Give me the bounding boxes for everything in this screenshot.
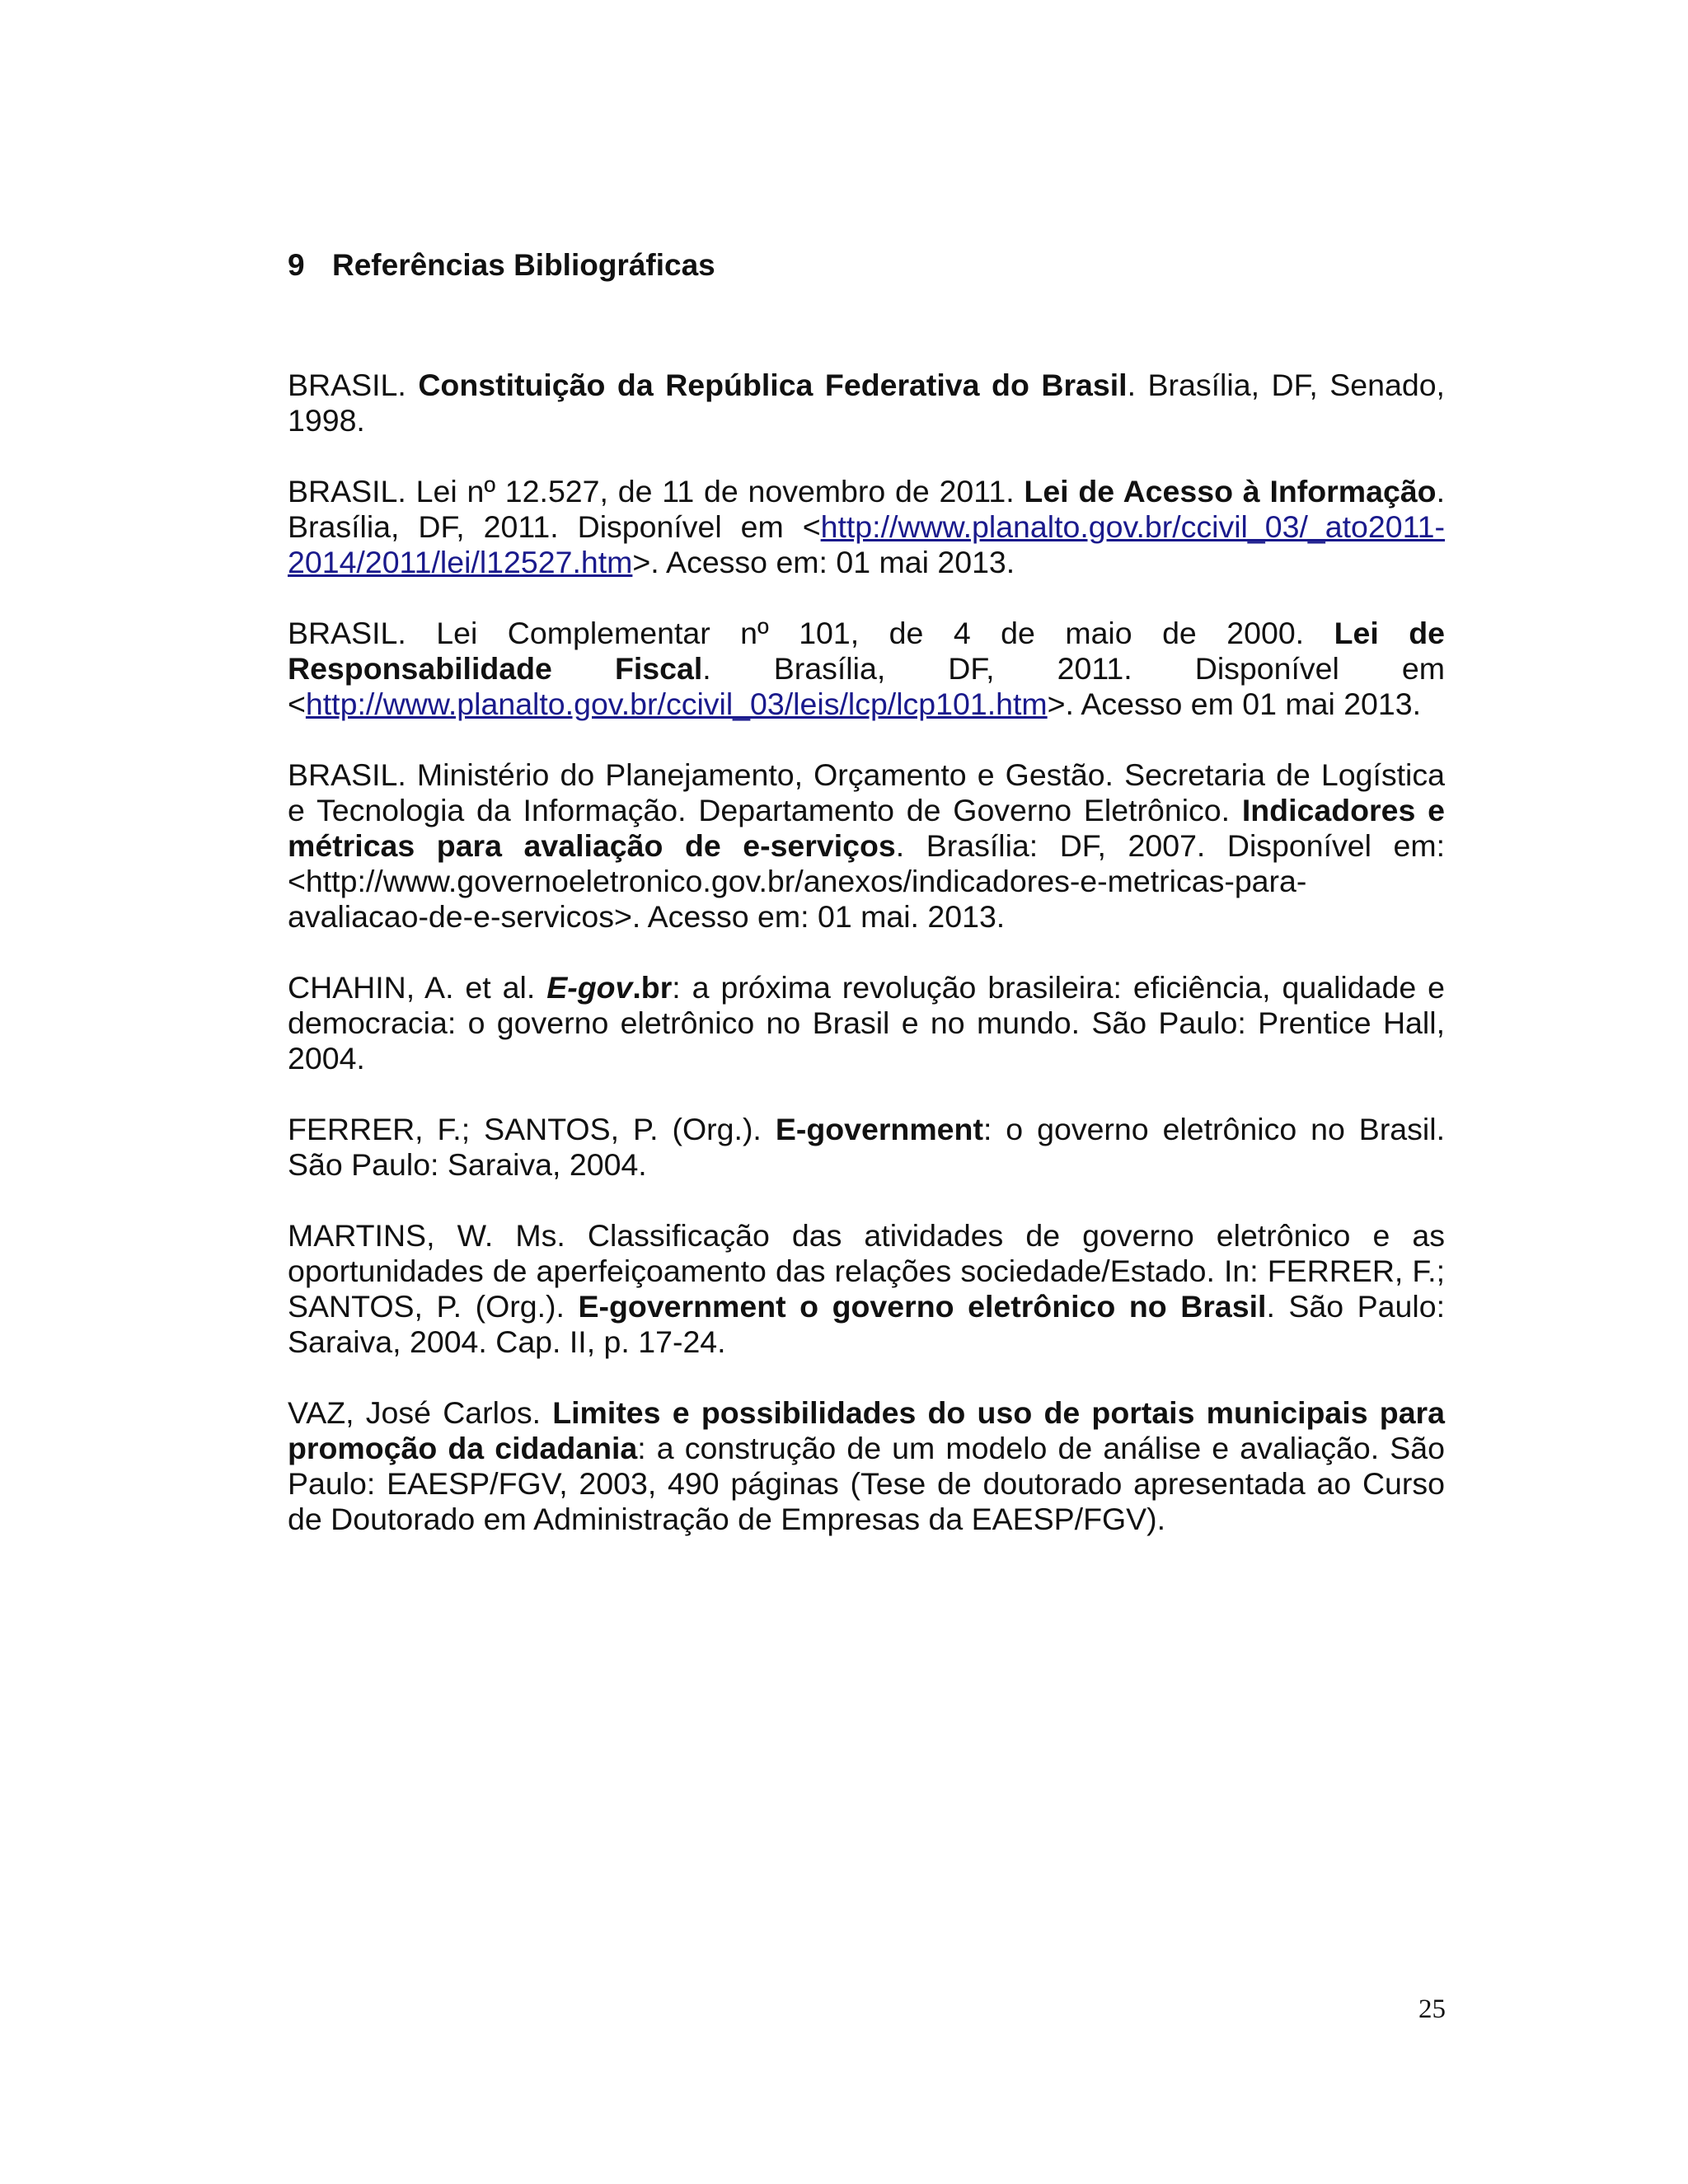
reference-details: . Brasília, DF, Senado, 1998.	[288, 368, 1445, 438]
page-number: 25	[1418, 1994, 1446, 2024]
reference-details: . Brasília, DF, 2011. Disponível em <	[288, 474, 1445, 544]
reference-title: E-government	[775, 1112, 983, 1146]
reference-item	[288, 970, 1445, 1076]
reference-item	[288, 474, 1445, 580]
reference-details: . Brasília, DF, 2011. Disponível em <	[288, 651, 1445, 721]
reference-author: CHAHIN, A. et al.	[288, 970, 547, 1005]
reference-author: BRASIL. Lei nº 12.527, de 11 de novembro de 2011.	[288, 474, 1025, 509]
reference-item	[288, 757, 1445, 935]
reference-details: . Brasília: DF, 2007. Disponível em: <http://www.governoeletronico.gov.br/anexos/indicadores-e-metricas-para-avaliacao-de-e-servicos>. Acesso em: 01 mai. 2013.	[288, 828, 1445, 934]
section-title: Referências Bibliográficas	[332, 248, 715, 282]
reference-item	[288, 368, 1445, 438]
reference-item	[288, 1218, 1445, 1360]
reference-title-italic: E-gov	[546, 970, 633, 1005]
reference-details: : a construção de um modelo de análise e avaliação. São Paulo: EAESP/FGV, 2003, 490 páginas (Tese de doutorado apresentada ao Curso de Doutorado em Administração de Empresas da EAESP/FGV).	[288, 1431, 1445, 1536]
reference-link[interactable]: http://www.planalto.gov.br/ccivil_03/_ato2011-2014/2011/lei/l12527.htm	[288, 509, 1445, 579]
reference-title: Constituição da República Federativa do Brasil	[418, 368, 1128, 402]
reference-item	[288, 1112, 1445, 1183]
reference-access-date: >. Acesso em 01 mai 2013.	[1047, 687, 1422, 721]
section-heading	[288, 246, 715, 285]
reference-author: BRASIL.	[288, 368, 419, 402]
reference-title: Lei de Acesso à Informação	[1024, 474, 1437, 509]
reference-link[interactable]: http://www.planalto.gov.br/ccivil_03/leis/lcp/lcp101.htm	[305, 687, 1048, 721]
reference-details: : o governo eletrônico no Brasil. São Paulo: Saraiva, 2004.	[288, 1112, 1445, 1182]
reference-author: BRASIL. Ministério do Planejamento, Orçamento e Gestão. Secretaria de Logística e Tecnologia da Informação. Departamento de Governo Eletrônico.	[288, 757, 1445, 827]
reference-item	[288, 616, 1445, 722]
reference-author: MARTINS, W. Ms. Classificação das atividades de governo eletrônico e as oportunidades de aperfeiçoamento das relações sociedade/Estado. In: FERRER, F.; SANTOS, P. (Org.).	[288, 1218, 1445, 1324]
reference-title: Limites e possibilidades do uso de portais municipais para promoção da cidadania	[288, 1395, 1445, 1465]
reference-details: : a próxima revolução brasileira: eficiência, qualidade e democracia: o governo eletrônico no Brasil e no mundo. São Paulo: Prentice Hall, 2004.	[288, 970, 1445, 1076]
reference-title: Lei de Responsabilidade Fiscal	[288, 616, 1445, 686]
reference-title: .br	[632, 970, 673, 1005]
reference-list	[288, 368, 1445, 1572]
reference-title: E-government o governo eletrônico no Brasil	[578, 1289, 1267, 1324]
reference-access-date: >. Acesso em: 01 mai 2013.	[632, 545, 1015, 579]
reference-item	[288, 1395, 1445, 1537]
reference-author: FERRER, F.; SANTOS, P. (Org.).	[288, 1112, 776, 1146]
reference-author: VAZ, José Carlos.	[288, 1395, 553, 1430]
reference-details: . São Paulo: Saraiva, 2004. Cap. II, p. 17-24.	[288, 1289, 1445, 1359]
reference-author: BRASIL. Lei Complementar nº 101, de 4 de maio de 2000.	[288, 616, 1334, 650]
section-number: 9	[288, 248, 305, 282]
reference-title: Indicadores e métricas para avaliação de e-serviços	[288, 793, 1445, 863]
